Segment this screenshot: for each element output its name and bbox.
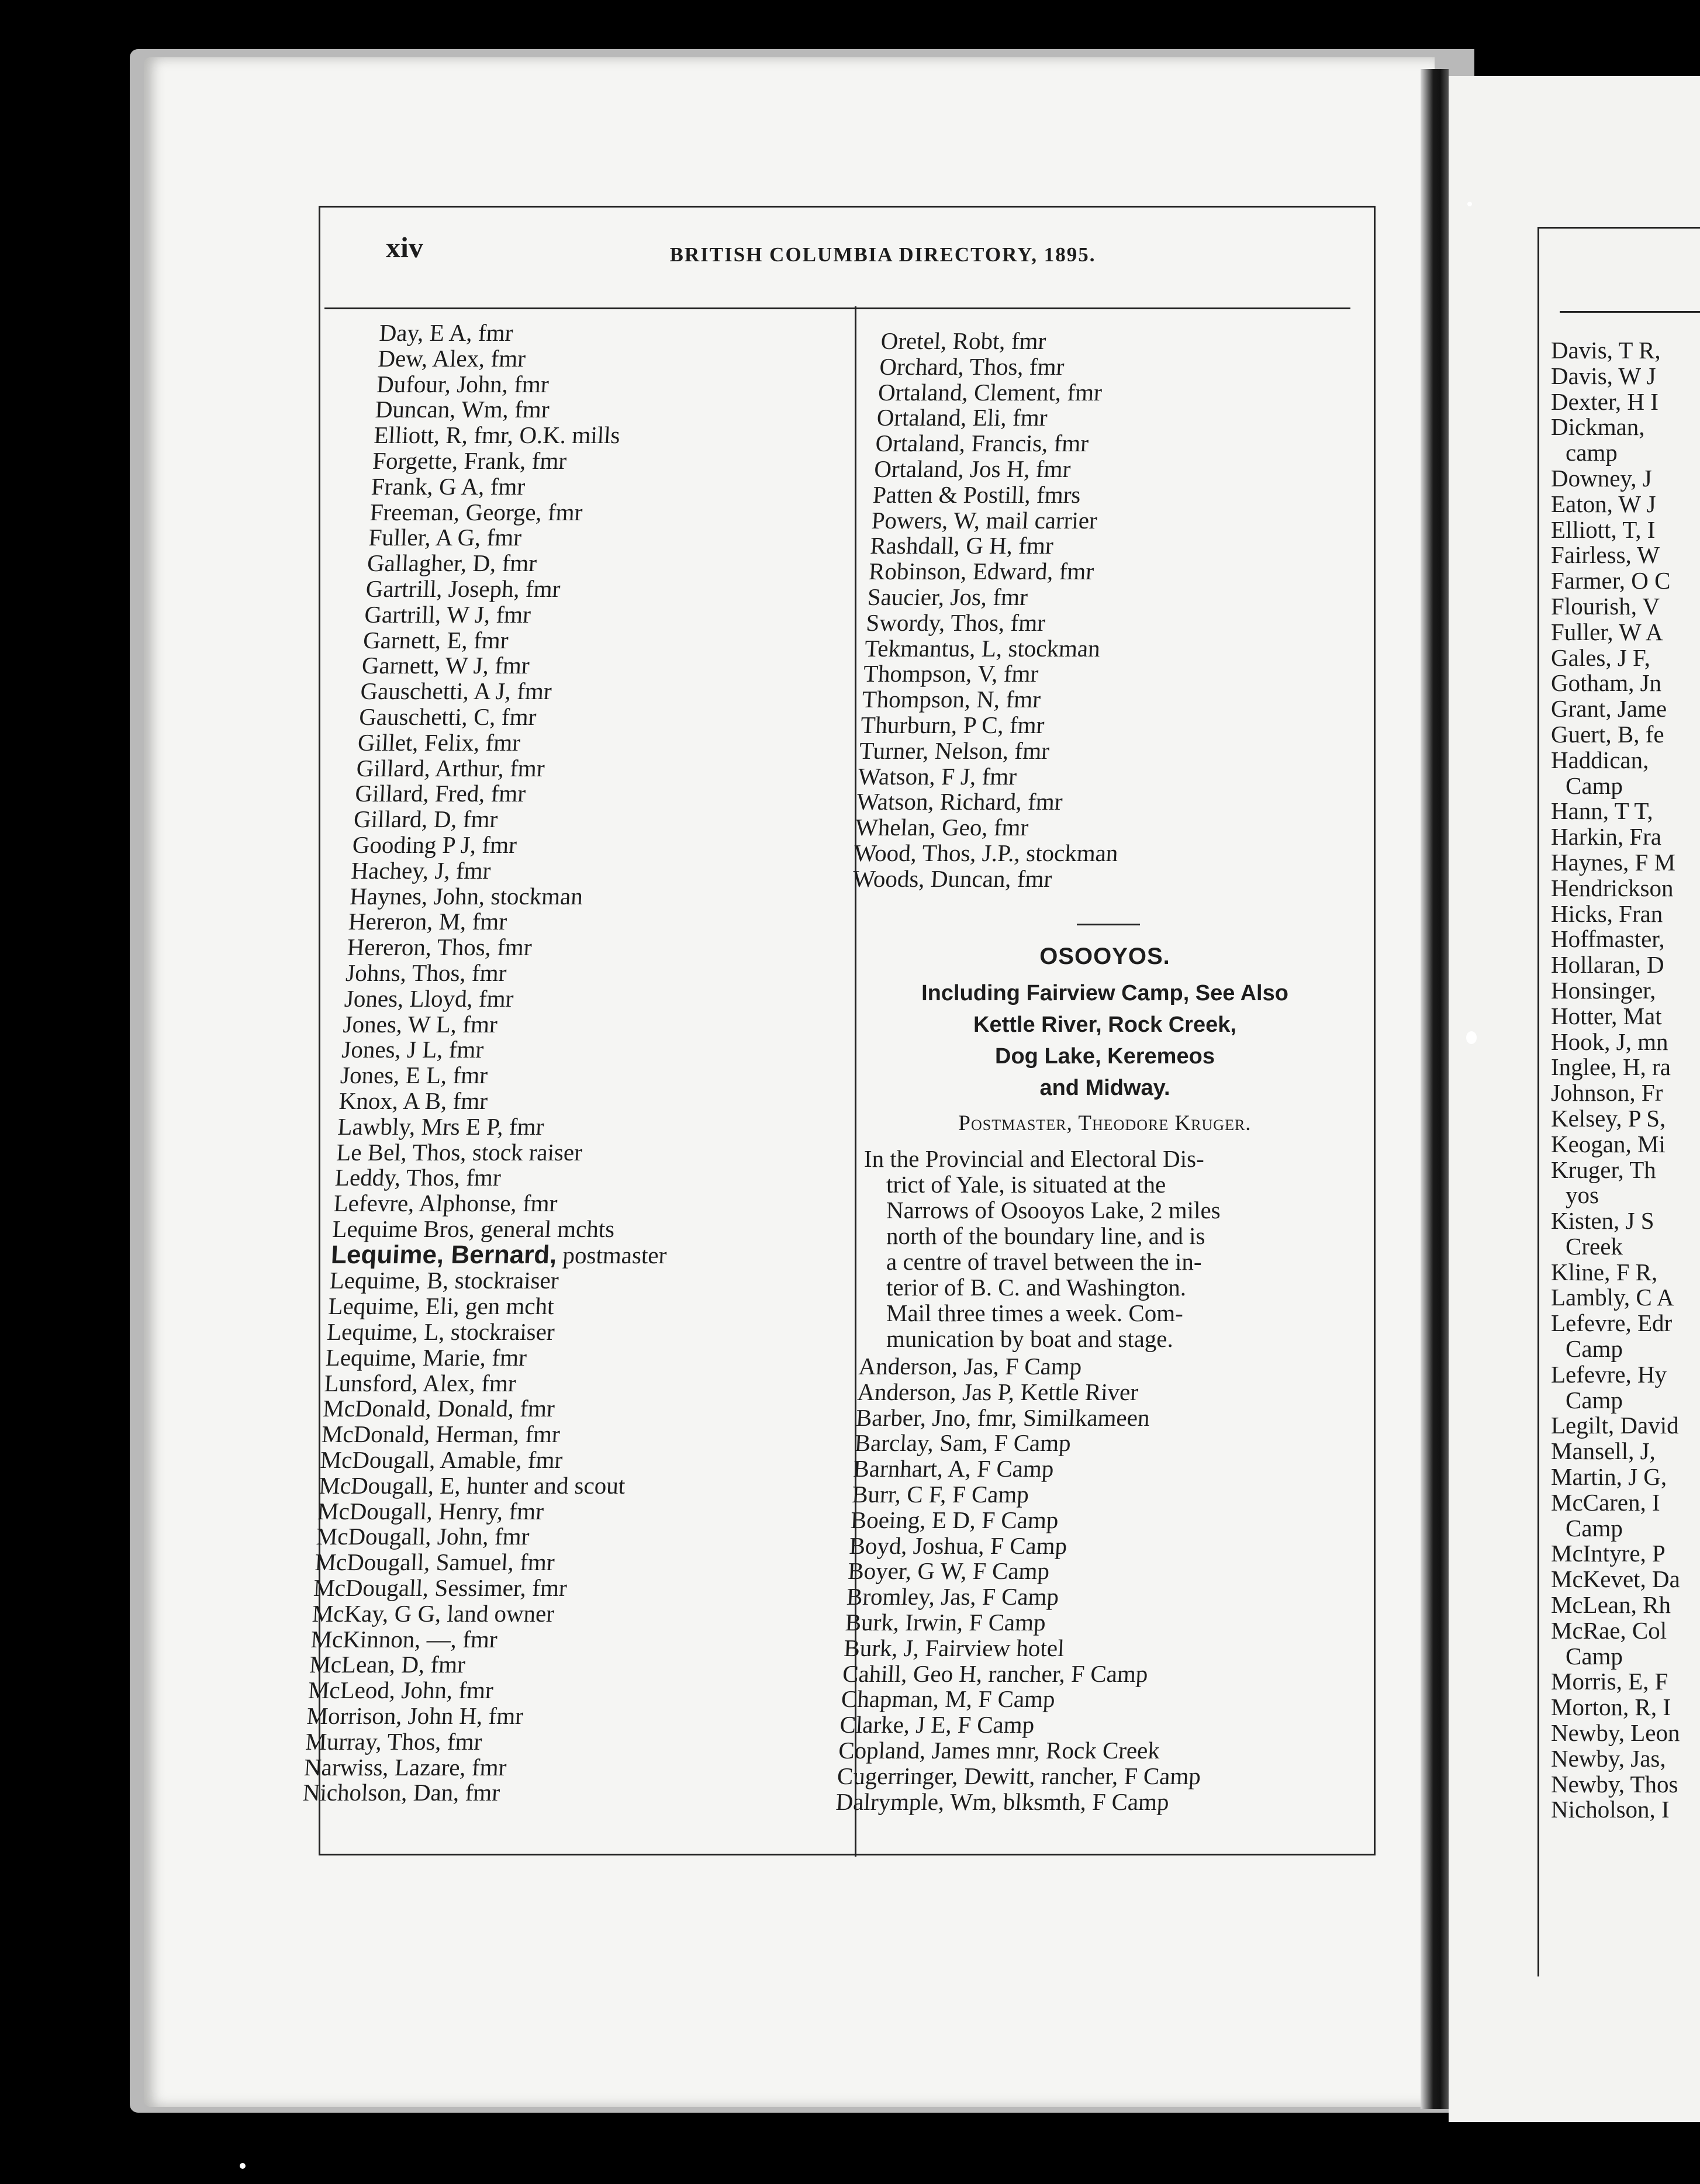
- facing-page-entry: Kisten, J S: [1551, 1207, 1654, 1235]
- directory-entry: Bromley, Jas, F Camp: [846, 1583, 1060, 1611]
- directory-entry: Oretel, Robt, fmr: [880, 327, 1047, 354]
- directory-entry: Thurburn, P C, fmr: [860, 711, 1045, 738]
- directory-entry: Narwiss, Lazare, fmr: [303, 1753, 507, 1781]
- directory-entry: Haynes, John, stockman: [349, 882, 584, 910]
- directory-entry: Jones, W L, fmr: [342, 1010, 498, 1038]
- description-line: In the Provincial and Electoral Dis-: [864, 1145, 1204, 1172]
- directory-entry: Knox, A B, fmr: [338, 1087, 489, 1114]
- directory-entry: Burk, J, Fairview hotel: [843, 1634, 1065, 1661]
- dust-speck: [240, 2163, 246, 2169]
- directory-entry: Turner, Nelson, fmr: [858, 737, 1051, 764]
- directory-entry: Powers, W, mail carrier: [870, 506, 1098, 534]
- section-subtitle-line: and Midway.: [1039, 1076, 1170, 1100]
- postmaster-text: Postmaster, Theodore Kruger.: [958, 1111, 1252, 1135]
- directory-entry: Boyd, Joshua, F Camp: [848, 1532, 1068, 1559]
- facing-page-entry: camp: [1566, 439, 1618, 466]
- facing-page-entry: Camp: [1566, 1386, 1623, 1414]
- section-subtitle-line: Dog Lake, Keremeos: [995, 1044, 1215, 1069]
- directory-entry: Freeman, George, fmr: [369, 498, 583, 526]
- directory-entry: McDougall, Henry, fmr: [317, 1497, 545, 1525]
- directory-entry: Gauschetti, A J, fmr: [360, 678, 552, 705]
- facing-page-entry: Lambly, C A: [1551, 1284, 1674, 1311]
- facing-page-entry: McRae, Col: [1551, 1616, 1667, 1644]
- directory-entry: Woods, Duncan, fmr: [852, 865, 1053, 892]
- facing-page-entry: Nicholson, I: [1551, 1796, 1670, 1823]
- directory-entry: Watson, Richard, fmr: [856, 788, 1063, 815]
- facing-page-entry: Dickman,: [1551, 413, 1645, 441]
- facing-page-rule: [1560, 311, 1700, 313]
- facing-page-entry: Fairless, W: [1551, 541, 1660, 569]
- facing-page-entry: Martin, J G,: [1551, 1463, 1667, 1491]
- facing-page-entry: Hann, T T,: [1551, 797, 1653, 825]
- facing-page-entry: Creek: [1566, 1232, 1623, 1260]
- directory-entry: McLeod, John, fmr: [307, 1677, 494, 1704]
- description-line: Mail three times a week. Com-: [886, 1300, 1183, 1326]
- directory-entry: McKay, G G, land owner: [311, 1599, 555, 1627]
- directory-entry: Barclay, Sam, F Camp: [854, 1429, 1072, 1457]
- facing-page-entry: Elliott, T, I: [1551, 516, 1656, 543]
- directory-entry: Lawbly, Mrs E P, fmr: [337, 1112, 545, 1140]
- directory-entry: Gillard, D, fmr: [353, 806, 499, 833]
- left-list-b: [302, 1268, 666, 1806]
- directory-entry: Ortaland, Jos H, fmr: [873, 455, 1072, 482]
- section-subtitle-line: Including Fairview Camp, See Also: [921, 981, 1288, 1005]
- directory-entry: Boeing, E D, F Camp: [849, 1506, 1059, 1533]
- bold-entry-occupation: postmaster: [562, 1241, 668, 1269]
- directory-entry: Leddy, Thos, fmr: [334, 1164, 502, 1191]
- facing-page-entry: Kline, F R,: [1551, 1258, 1658, 1285]
- directory-entry: Cugerringer, Dewitt, rancher, F Camp: [836, 1762, 1202, 1789]
- facing-page-entry: Newby, Thos: [1551, 1770, 1678, 1798]
- directory-entry: Cahill, Geo H, rancher, F Camp: [842, 1660, 1149, 1687]
- directory-entry: Forgette, Frank, fmr: [372, 447, 568, 474]
- directory-entry: McDougall, Sessimer, fmr: [313, 1574, 568, 1602]
- section-heading: [859, 935, 1350, 1104]
- right-column-bottom: [835, 1354, 1223, 1815]
- directory-entry: Lequime, B, stockraiser: [329, 1267, 559, 1294]
- directory-entry: Frank, G A, fmr: [370, 472, 526, 500]
- directory-entry: Watson, F J, fmr: [857, 762, 1018, 790]
- directory-entry: Anderson, Jas P, Kettle River: [856, 1378, 1139, 1405]
- right-column-top: [852, 329, 1146, 892]
- description-line: trict of Yale, is situated at the: [886, 1171, 1166, 1198]
- directory-entry: Gartrill, Joseph, fmr: [365, 575, 561, 602]
- directory-entry: Hereron, M, fmr: [347, 908, 508, 935]
- directory-entry: Gillard, Arthur, fmr: [355, 754, 545, 782]
- facing-page-entry: Camp: [1566, 1514, 1623, 1542]
- directory-entry: Lefevre, Alphonse, fmr: [333, 1190, 558, 1217]
- facing-page-entry: Farmer, O C: [1551, 567, 1671, 595]
- directory-entry: Copland, James mnr, Rock Creek: [838, 1736, 1161, 1764]
- directory-entry: Garnett, E, fmr: [362, 626, 509, 654]
- directory-entry: McDonald, Herman, fmr: [320, 1421, 561, 1448]
- page-number: xiv: [386, 231, 423, 264]
- directory-entry: Patten & Postill, fmrs: [872, 481, 1081, 508]
- facing-page-entry: Hoffmaster,: [1551, 925, 1665, 953]
- directory-entry: McDougall, Samuel, fmr: [314, 1549, 555, 1576]
- directory-entry: McKinnon, —, fmr: [310, 1625, 498, 1653]
- facing-page-entry: Downey, J: [1551, 464, 1652, 492]
- dust-speck: [1466, 1031, 1477, 1044]
- directory-entry: Ortaland, Eli, fmr: [876, 404, 1048, 431]
- directory-entry: Robinson, Edward, fmr: [868, 558, 1095, 585]
- facing-page-entry: McIntyre, P: [1551, 1540, 1666, 1567]
- directory-entry: Ortaland, Clement, fmr: [877, 378, 1103, 406]
- facing-page-list: [1551, 338, 1700, 1823]
- directory-entry: Rashdall, G H, fmr: [869, 532, 1054, 559]
- facing-page-entry: Hook, J, mn: [1551, 1028, 1668, 1055]
- directory-entry: Gillard, Fred, fmr: [354, 780, 527, 807]
- facing-page-entry: Dexter, H I: [1551, 388, 1658, 415]
- directory-entry: Orchard, Thos, fmr: [879, 353, 1065, 380]
- directory-entry: Gallagher, D, fmr: [367, 550, 538, 577]
- directory-entry: Lequime, L, stockraiser: [326, 1318, 555, 1346]
- facing-page-entry: Guert, B, fe: [1551, 720, 1664, 748]
- facing-page: [1449, 76, 1700, 2122]
- facing-page-entry: Morton, R, I: [1551, 1694, 1671, 1721]
- directory-entry: Elliott, R, fmr, O.K. mills: [373, 421, 621, 449]
- directory-entry: Lequime, Marie, fmr: [324, 1343, 528, 1371]
- dust-speck: [1467, 202, 1472, 206]
- section-description: [864, 1146, 1338, 1352]
- directory-entry: Gartrill, W J, fmr: [364, 600, 532, 628]
- directory-entry: Wood, Thos, J.P., stockman: [853, 839, 1119, 866]
- facing-page-entry: Inglee, H, ra: [1551, 1053, 1671, 1081]
- directory-entry: McLean, D, fmr: [309, 1651, 467, 1678]
- facing-page-entry: Lefevre, Hy: [1551, 1360, 1667, 1388]
- directory-entry: Saucier, Jos, fmr: [866, 583, 1029, 610]
- facing-page-entry: Eaton, W J: [1551, 490, 1656, 517]
- description-line: Narrows of Osooyos Lake, 2 miles: [886, 1197, 1221, 1224]
- directory-entry: Barber, Jno, fmr, Similkameen: [855, 1404, 1150, 1431]
- directory-entry: McDougall, Amable, fmr: [319, 1446, 564, 1474]
- facing-page-entry: Haynes, F M: [1551, 848, 1675, 876]
- directory-entry: Le Bel, Thos, stock raiser: [336, 1138, 583, 1166]
- directory-entry: Burk, Irwin, F Camp: [844, 1608, 1046, 1636]
- facing-page-entry: Grant, Jame: [1551, 695, 1667, 723]
- directory-entry: Lequime, Eli, gen mcht: [327, 1293, 555, 1320]
- directory-entry: Dew, Alex, fmr: [377, 344, 527, 372]
- directory-entry: Gooding P J, fmr: [351, 831, 518, 858]
- directory-entry: Dufour, John, fmr: [376, 370, 550, 398]
- facing-page-entry: Camp: [1566, 772, 1623, 799]
- facing-page-entry: Lefevre, Edr: [1551, 1309, 1673, 1337]
- directory-entry: Duncan, Wm, fmr: [374, 396, 550, 423]
- postmaster-line: [859, 1111, 1350, 1136]
- running-head: BRITISH COLUMBIA DIRECTORY, 1895.: [669, 243, 1096, 266]
- facing-page-entry: Morris, E, F: [1551, 1668, 1668, 1695]
- bold-entry-name: Lequime, Bernard,: [330, 1240, 558, 1269]
- directory-entry: Jones, Lloyd, fmr: [344, 984, 514, 1012]
- facing-page-entry: Fuller, W A: [1551, 618, 1663, 645]
- facing-page-entry: Gales, J F,: [1551, 644, 1650, 671]
- directory-entry: Fuller, A G, fmr: [368, 524, 523, 551]
- directory-entry: Thompson, V, fmr: [862, 660, 1039, 687]
- directory-entry: Jones, J L, fmr: [341, 1036, 485, 1063]
- directory-entry: Murray, Thos, fmr: [305, 1727, 483, 1755]
- section-title: OSOOYOS.: [1039, 944, 1170, 969]
- bold-entry: [330, 1242, 668, 1269]
- facing-page-entry: Hotter, Mat: [1551, 1002, 1662, 1029]
- facing-page-entry: Hendrickson: [1551, 874, 1674, 901]
- left-list-a: [331, 320, 716, 1242]
- facing-page-entry: Davis, W J: [1551, 362, 1656, 389]
- directory-entry: Day, E A, fmr: [378, 319, 514, 346]
- directory-entry: Hereron, Thos, fmr: [346, 934, 533, 961]
- directory-entry: McDougall, John, fmr: [315, 1523, 530, 1550]
- facing-page-entry: Flourish, V: [1551, 592, 1660, 620]
- directory-entry: Lunsford, Alex, fmr: [323, 1369, 517, 1397]
- facing-page-entry: McLean, Rh: [1551, 1591, 1671, 1619]
- directory-entry: Nicholson, Dan, fmr: [302, 1779, 501, 1806]
- description-line: a centre of travel between the in-: [886, 1248, 1202, 1275]
- directory-entry: Tekmantus, L, stockman: [864, 634, 1101, 662]
- directory-entry: Anderson, Jas, F Camp: [858, 1353, 1083, 1380]
- facing-page-entry: Keogan, Mi: [1551, 1130, 1666, 1157]
- directory-entry: Clarke, J E, F Camp: [839, 1711, 1035, 1739]
- facing-page-entry: Honsinger,: [1551, 976, 1656, 1004]
- facing-page-entry: Haddican,: [1551, 746, 1649, 773]
- facing-page-entry: Kelsey, P S,: [1551, 1104, 1666, 1132]
- directory-entry: Chapman, M, F Camp: [840, 1685, 1056, 1713]
- header-rule: [324, 307, 1350, 309]
- facing-page-entry: Newby, Leon: [1551, 1719, 1680, 1747]
- facing-page-entry: yos: [1566, 1181, 1599, 1209]
- facing-page-entry: Harkin, Fra: [1551, 823, 1662, 851]
- description-line: terior of B. C. and Washington.: [886, 1274, 1186, 1301]
- facing-page-entry: Newby, Jas,: [1551, 1744, 1666, 1772]
- facing-page-entry: Gotham, Jn: [1551, 669, 1662, 697]
- directory-entry: Hachey, J, fmr: [350, 856, 492, 884]
- facing-page-entry: Legilt, David: [1551, 1412, 1679, 1439]
- directory-entry: Burr, C F, F Camp: [851, 1480, 1030, 1508]
- directory-entry: Ortaland, Francis, fmr: [875, 430, 1090, 457]
- description-line: munication by boat and stage.: [886, 1325, 1173, 1352]
- directory-entry: Jones, E L, fmr: [340, 1062, 489, 1089]
- facing-page-entry: McCaren, I: [1551, 1488, 1660, 1516]
- directory-entry: Gillet, Felix, fmr: [357, 728, 521, 756]
- section-subtitle-line: Kettle River, Rock Creek,: [973, 1012, 1236, 1037]
- section-dash: [1077, 924, 1140, 925]
- directory-entry: Barnhart, A, F Camp: [852, 1455, 1055, 1483]
- directory-entry: Dalrymple, Wm, blksmth, F Camp: [835, 1788, 1170, 1815]
- directory-entry: Morrison, John H, fmr: [306, 1702, 524, 1730]
- facing-page-entry: Camp: [1566, 1642, 1623, 1670]
- directory-entry: McDougall, E, hunter and scout: [318, 1471, 626, 1499]
- description-line: north of the boundary line, and is: [886, 1222, 1205, 1249]
- directory-entry: Swordy, Thos, fmr: [865, 609, 1046, 636]
- directory-entry: Thompson, N, fmr: [861, 686, 1042, 713]
- facing-page-entry: Davis, T R,: [1551, 337, 1661, 364]
- facing-page-entry: McKevet, Da: [1551, 1566, 1680, 1593]
- directory-entry: Johns, Thos, fmr: [345, 959, 507, 986]
- directory-entry: Gauschetti, C, fmr: [358, 703, 537, 730]
- facing-page-entry: Hollaran, D: [1551, 951, 1664, 979]
- facing-page-entry: Kruger, Th: [1551, 1156, 1656, 1183]
- facing-page-entry: Hicks, Fran: [1551, 900, 1663, 927]
- directory-entry: Boyer, G W, F Camp: [847, 1557, 1051, 1585]
- facing-page-entry: Camp: [1566, 1335, 1623, 1363]
- section-subtitle: [859, 977, 1350, 1104]
- book-gutter: [1421, 69, 1449, 2109]
- directory-entry: Whelan, Geo, fmr: [855, 814, 1029, 841]
- facing-page-entry: Johnson, Fr: [1551, 1079, 1663, 1107]
- directory-entry: Lequime Bros, general mchts: [331, 1215, 616, 1242]
- facing-page-entry: Mansell, J,: [1551, 1437, 1656, 1465]
- directory-entry: McDonald, Donald, fmr: [322, 1395, 555, 1422]
- directory-entry: Garnett, W J, fmr: [361, 652, 530, 679]
